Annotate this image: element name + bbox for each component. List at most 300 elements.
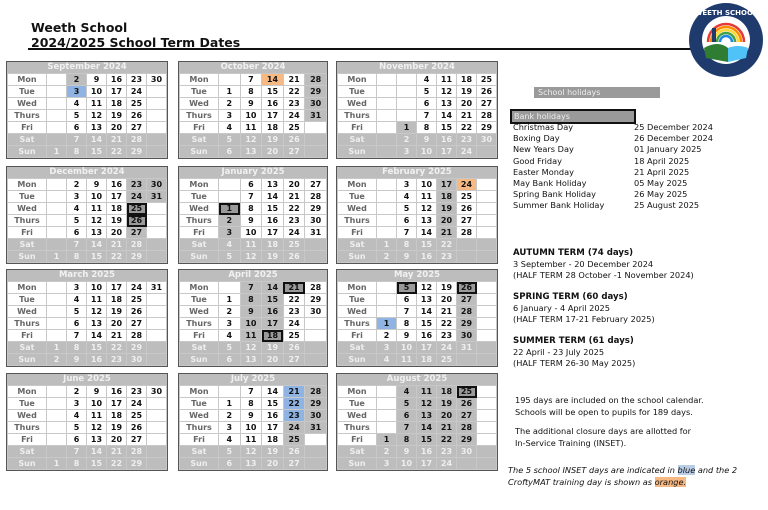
- day-cell: 11: [87, 294, 107, 306]
- day-cell: 21: [107, 239, 127, 251]
- day-cell: 16: [107, 74, 127, 86]
- month-calendar: [336, 373, 498, 471]
- day-cell: 17: [107, 398, 127, 410]
- day-cell: 30: [147, 74, 167, 86]
- weekday-row: [8, 227, 167, 239]
- weekday-label: Tue: [8, 86, 47, 98]
- day-cell: 12: [417, 282, 437, 294]
- day-cell: 24: [437, 458, 457, 470]
- weekday-row: [338, 422, 497, 434]
- day-cell: 18: [107, 98, 127, 110]
- day-cell: 17: [262, 422, 284, 434]
- day-cell: 13: [437, 98, 457, 110]
- day-cell: 18: [457, 74, 477, 86]
- day-cell: 17: [262, 227, 284, 239]
- day-cell: [147, 342, 167, 354]
- day-cell: 23: [437, 251, 457, 263]
- day-cell: 12: [87, 110, 107, 122]
- day-cell: 27: [283, 354, 305, 366]
- weekday-row: [180, 386, 327, 398]
- day-cell: 13: [417, 410, 437, 422]
- weekday-row: [8, 318, 167, 330]
- weekday-label: Mon: [8, 74, 47, 86]
- day-cell: 23: [457, 134, 477, 146]
- day-cell: 2: [219, 410, 241, 422]
- day-cell: 22: [437, 239, 457, 251]
- term-title: AUTUMN TERM (74 days): [513, 248, 634, 258]
- day-cell: 30: [147, 386, 167, 398]
- weekday-row: [338, 398, 497, 410]
- day-cell: 3: [377, 458, 397, 470]
- day-cell: 19: [457, 86, 477, 98]
- day-cell: [219, 386, 241, 398]
- day-cell: 11: [87, 98, 107, 110]
- key-bank-holidays: Bank holidays: [510, 109, 636, 124]
- day-cell: 22: [283, 203, 305, 215]
- day-cell: [305, 342, 327, 354]
- day-cell: [147, 98, 167, 110]
- day-cell: [377, 191, 397, 203]
- weekday-row: [338, 354, 497, 366]
- autumn-term: [513, 248, 694, 281]
- month-title: October 2024: [179, 62, 327, 73]
- half-term: (HALF TERM 17-21 February 2025): [513, 314, 655, 324]
- month-title: September 2024: [7, 62, 167, 73]
- day-cell: [397, 74, 417, 86]
- day-cell: [47, 434, 67, 446]
- day-cell: 21: [107, 446, 127, 458]
- day-cell: 17: [417, 458, 437, 470]
- day-cell: 23: [437, 330, 457, 342]
- weekday-label: Mon: [8, 179, 47, 191]
- weekday-row: [180, 179, 327, 191]
- day-cell: 8: [67, 251, 87, 263]
- day-cell: 10: [240, 227, 262, 239]
- day-cell: [477, 294, 497, 306]
- weekday-row: [8, 251, 167, 263]
- day-cell: 11: [240, 239, 262, 251]
- day-cell: [47, 282, 67, 294]
- weekday-row: [180, 342, 327, 354]
- holiday-name: Spring Bank Holiday: [513, 189, 596, 200]
- day-cell: 14: [417, 306, 437, 318]
- weekday-row: [8, 398, 167, 410]
- day-cell: [457, 239, 477, 251]
- day-cell: [147, 422, 167, 434]
- weekday-row: [180, 227, 327, 239]
- day-cell: 15: [262, 398, 284, 410]
- day-cell: [47, 134, 67, 146]
- day-cell: [47, 74, 67, 86]
- weekday-label: Fri: [338, 122, 377, 134]
- weekday-label: Sun: [338, 354, 377, 366]
- weekday-label: Sat: [338, 446, 377, 458]
- day-cell: 14: [87, 330, 107, 342]
- weekday-row: [180, 282, 327, 294]
- day-cell: 17: [107, 282, 127, 294]
- day-cell: [377, 98, 397, 110]
- day-cell: 4: [397, 191, 417, 203]
- day-cell: 13: [87, 318, 107, 330]
- weekday-row: [338, 146, 497, 158]
- days-note-line2: Schools will be open to pupils for 189 days.: [515, 406, 693, 417]
- day-cell: 24: [127, 282, 147, 294]
- day-cell: [219, 191, 241, 203]
- weekday-label: Mon: [180, 179, 219, 191]
- day-cell: 24: [283, 318, 305, 330]
- day-cell: 13: [87, 434, 107, 446]
- day-cell: [377, 227, 397, 239]
- weekday-label: Tue: [338, 86, 377, 98]
- weekday-row: [180, 203, 327, 215]
- day-cell: 8: [397, 318, 417, 330]
- term-dates: 22 April - 23 July 2025: [513, 347, 605, 357]
- day-cell: 16: [262, 215, 284, 227]
- day-cell: [377, 134, 397, 146]
- weekday-label: Thurs: [180, 215, 219, 227]
- day-cell: 3: [219, 318, 241, 330]
- day-cell: 5: [67, 306, 87, 318]
- day-cell: 28: [127, 446, 147, 458]
- day-cell: 17: [107, 86, 127, 98]
- day-cell: 3: [67, 191, 87, 203]
- weekday-label: Sat: [8, 342, 47, 354]
- day-cell: 14: [417, 422, 437, 434]
- weekday-label: Sun: [180, 354, 219, 366]
- day-cell: 15: [437, 122, 457, 134]
- day-cell: [477, 446, 497, 458]
- day-cell: 31: [147, 282, 167, 294]
- day-cell: 31: [305, 110, 327, 122]
- day-cell: [147, 134, 167, 146]
- day-cell: 17: [107, 191, 127, 203]
- weekday-label: Mon: [338, 74, 377, 86]
- days-note-line1: 195 days are included on the school calendar.: [515, 395, 704, 405]
- day-cell: 25: [283, 239, 305, 251]
- day-cell: [147, 318, 167, 330]
- weekday-label: Wed: [8, 410, 47, 422]
- day-cell: 23: [283, 410, 305, 422]
- weekday-row: [338, 446, 497, 458]
- day-cell: 8: [240, 398, 262, 410]
- day-cell: 3: [397, 146, 417, 158]
- weekday-label: Sat: [180, 134, 219, 146]
- day-cell: 9: [240, 306, 262, 318]
- holiday-name: Good Friday: [513, 155, 562, 166]
- colour-legend-note: [508, 465, 758, 488]
- day-cell: 4: [219, 122, 241, 134]
- day-cell: [305, 318, 327, 330]
- day-cell: 18: [107, 410, 127, 422]
- day-cell: 19: [107, 215, 127, 227]
- day-cell: [305, 134, 327, 146]
- day-cell: 22: [107, 458, 127, 470]
- weekday-row: [338, 386, 497, 398]
- day-cell: 12: [87, 215, 107, 227]
- weekday-label: Thurs: [338, 110, 377, 122]
- day-cell: [47, 398, 67, 410]
- weekday-label: Wed: [180, 203, 219, 215]
- day-cell: 24: [457, 146, 477, 158]
- school-logo-icon: [688, 2, 764, 78]
- day-cell: 19: [262, 342, 284, 354]
- day-cell: 3: [219, 227, 241, 239]
- day-cell: 1: [377, 434, 397, 446]
- day-cell: 20: [262, 458, 284, 470]
- legend-blue-highlight: blue: [677, 465, 696, 475]
- day-cell: [457, 251, 477, 263]
- weekday-row: [338, 251, 497, 263]
- holiday-name: Summer Bank Holiday: [513, 200, 605, 211]
- weekday-label: Tue: [180, 294, 219, 306]
- day-cell: [377, 86, 397, 98]
- term-summary: [513, 248, 694, 380]
- title-underline: [28, 48, 728, 50]
- weekday-row: [338, 86, 497, 98]
- day-cell: 16: [417, 330, 437, 342]
- day-cell: 15: [417, 434, 437, 446]
- day-cell: 5: [67, 110, 87, 122]
- day-cell: 25: [127, 410, 147, 422]
- month-title: January 2025: [179, 167, 327, 178]
- day-cell: 17: [417, 342, 437, 354]
- month-title: August 2025: [337, 374, 497, 385]
- weekday-row: [338, 134, 497, 146]
- weekday-row: [8, 239, 167, 251]
- weekday-label: Thurs: [8, 422, 47, 434]
- weekday-row: [180, 422, 327, 434]
- day-cell: 15: [262, 203, 284, 215]
- day-cell: 27: [283, 458, 305, 470]
- day-cell: 20: [437, 294, 457, 306]
- day-cell: 1: [377, 239, 397, 251]
- day-cell: 11: [87, 203, 107, 215]
- day-cell: [47, 203, 67, 215]
- day-cell: [305, 458, 327, 470]
- day-cell: 20: [107, 318, 127, 330]
- day-cell: 20: [107, 227, 127, 239]
- day-cell: 4: [397, 386, 417, 398]
- day-cell: 1: [219, 86, 241, 98]
- weekday-row: [8, 458, 167, 470]
- day-cell: 10: [87, 86, 107, 98]
- weekday-label: Mon: [338, 179, 377, 191]
- day-cell: 16: [262, 98, 284, 110]
- day-cell: 9: [67, 354, 87, 366]
- day-cell: 14: [262, 191, 284, 203]
- day-cell: 22: [107, 342, 127, 354]
- weekday-label: Sun: [8, 458, 47, 470]
- day-cell: 10: [417, 179, 437, 191]
- day-cell: 27: [305, 179, 327, 191]
- day-cell: 11: [240, 122, 262, 134]
- day-cell: 20: [107, 434, 127, 446]
- day-cell: 11: [240, 330, 262, 342]
- weekday-row: [338, 342, 497, 354]
- day-cell: [377, 122, 397, 134]
- day-cell: 8: [397, 434, 417, 446]
- day-cell: 16: [107, 179, 127, 191]
- day-cell: 1: [47, 458, 67, 470]
- day-cell: 12: [240, 446, 262, 458]
- weekday-row: [8, 98, 167, 110]
- day-cell: 5: [397, 203, 417, 215]
- day-cell: 25: [127, 294, 147, 306]
- holiday-date: 05 May 2025: [634, 178, 688, 189]
- day-cell: 9: [397, 446, 417, 458]
- day-cell: 16: [417, 251, 437, 263]
- day-cell: 7: [397, 227, 417, 239]
- bank-holiday-row: [513, 200, 713, 211]
- weekday-row: [338, 330, 497, 342]
- day-cell: [477, 191, 497, 203]
- month-calendar: [336, 166, 498, 264]
- day-cell: 2: [397, 134, 417, 146]
- legend-orange-highlight: orange.: [654, 476, 687, 487]
- day-cell: 10: [397, 342, 417, 354]
- day-cell: [147, 146, 167, 158]
- day-cell: 4: [377, 354, 397, 366]
- weekday-label: Thurs: [8, 110, 47, 122]
- day-cell: 30: [305, 215, 327, 227]
- day-cell: [147, 330, 167, 342]
- day-cell: 24: [127, 398, 147, 410]
- day-cell: 18: [262, 122, 284, 134]
- day-cell: 6: [397, 410, 417, 422]
- weekday-row: [8, 434, 167, 446]
- day-cell: [47, 386, 67, 398]
- weekday-label: Sat: [8, 446, 47, 458]
- day-cell: 15: [417, 318, 437, 330]
- weekday-label: Fri: [338, 330, 377, 342]
- day-cell: 3: [219, 110, 241, 122]
- day-cell: [377, 282, 397, 294]
- month-title: March 2025: [7, 270, 167, 281]
- day-cell: 1: [47, 146, 67, 158]
- day-cell: [477, 342, 497, 354]
- day-cell: 23: [107, 354, 127, 366]
- month-calendar: [178, 166, 328, 264]
- bank-holiday-row: [513, 144, 713, 155]
- day-cell: 10: [87, 191, 107, 203]
- day-cell: [147, 122, 167, 134]
- weekday-label: Sun: [8, 251, 47, 263]
- day-cell: 6: [397, 294, 417, 306]
- bank-holiday-list: [513, 122, 713, 212]
- day-cell: 2: [377, 251, 397, 263]
- day-cell: 25: [457, 386, 477, 398]
- day-cell: 22: [107, 146, 127, 158]
- day-cell: 31: [457, 342, 477, 354]
- bank-holiday-row: [513, 133, 713, 144]
- weekday-label: Fri: [180, 122, 219, 134]
- day-cell: 12: [417, 203, 437, 215]
- day-cell: 27: [457, 294, 477, 306]
- day-cell: 7: [67, 239, 87, 251]
- day-cell: 30: [127, 354, 147, 366]
- day-cell: 5: [397, 282, 417, 294]
- day-cell: 25: [283, 434, 305, 446]
- day-cell: 26: [477, 86, 497, 98]
- day-cell: 7: [240, 191, 262, 203]
- day-cell: 20: [262, 146, 284, 158]
- month-title: February 2025: [337, 167, 497, 178]
- day-cell: [47, 318, 67, 330]
- weekday-label: Thurs: [338, 422, 377, 434]
- day-cell: 4: [219, 434, 241, 446]
- legend-text: The 5 school INSET days are indicated in: [508, 465, 678, 475]
- day-cell: 19: [262, 134, 284, 146]
- day-cell: 8: [240, 203, 262, 215]
- weekday-label: Sun: [338, 458, 377, 470]
- day-cell: [147, 398, 167, 410]
- weekday-row: [338, 203, 497, 215]
- day-cell: 28: [305, 191, 327, 203]
- day-cell: [305, 146, 327, 158]
- day-cell: 10: [397, 458, 417, 470]
- day-cell: 27: [457, 215, 477, 227]
- day-cell: 19: [107, 422, 127, 434]
- day-cell: 7: [67, 446, 87, 458]
- day-cell: [477, 282, 497, 294]
- day-cell: [477, 203, 497, 215]
- weekday-label: Fri: [338, 434, 377, 446]
- day-cell: 1: [219, 398, 241, 410]
- day-cell: 6: [397, 215, 417, 227]
- weekday-row: [8, 179, 167, 191]
- day-cell: 21: [457, 110, 477, 122]
- day-cell: 3: [67, 86, 87, 98]
- day-cell: 10: [87, 398, 107, 410]
- day-cell: [47, 330, 67, 342]
- day-cell: 14: [262, 74, 284, 86]
- weekday-label: Sat: [180, 342, 219, 354]
- day-cell: 25: [127, 203, 147, 215]
- day-cell: 3: [397, 179, 417, 191]
- day-cell: 27: [457, 410, 477, 422]
- day-cell: [457, 354, 477, 366]
- day-cell: [47, 410, 67, 422]
- weekday-label: Sat: [8, 134, 47, 146]
- day-cell: 15: [262, 294, 284, 306]
- day-cell: [377, 386, 397, 398]
- day-cell: [47, 110, 67, 122]
- day-cell: 28: [305, 74, 327, 86]
- month-title: July 2025: [179, 374, 327, 385]
- month-calendar: [6, 166, 168, 264]
- day-cell: 7: [417, 110, 437, 122]
- day-cell: 2: [219, 215, 241, 227]
- day-cell: 26: [283, 446, 305, 458]
- day-cell: 3: [377, 342, 397, 354]
- weekday-label: Fri: [180, 434, 219, 446]
- weekday-row: [8, 386, 167, 398]
- day-cell: 27: [127, 434, 147, 446]
- day-cell: 18: [262, 330, 284, 342]
- day-cell: [147, 215, 167, 227]
- day-cell: 19: [437, 282, 457, 294]
- day-cell: 12: [240, 342, 262, 354]
- day-cell: 21: [437, 306, 457, 318]
- weekday-row: [180, 294, 327, 306]
- weekday-row: [8, 191, 167, 203]
- holiday-name: Boxing Day: [513, 133, 560, 144]
- day-cell: 2: [377, 446, 397, 458]
- day-cell: [147, 354, 167, 366]
- day-cell: [477, 227, 497, 239]
- day-cell: 26: [283, 342, 305, 354]
- day-cell: 7: [240, 74, 262, 86]
